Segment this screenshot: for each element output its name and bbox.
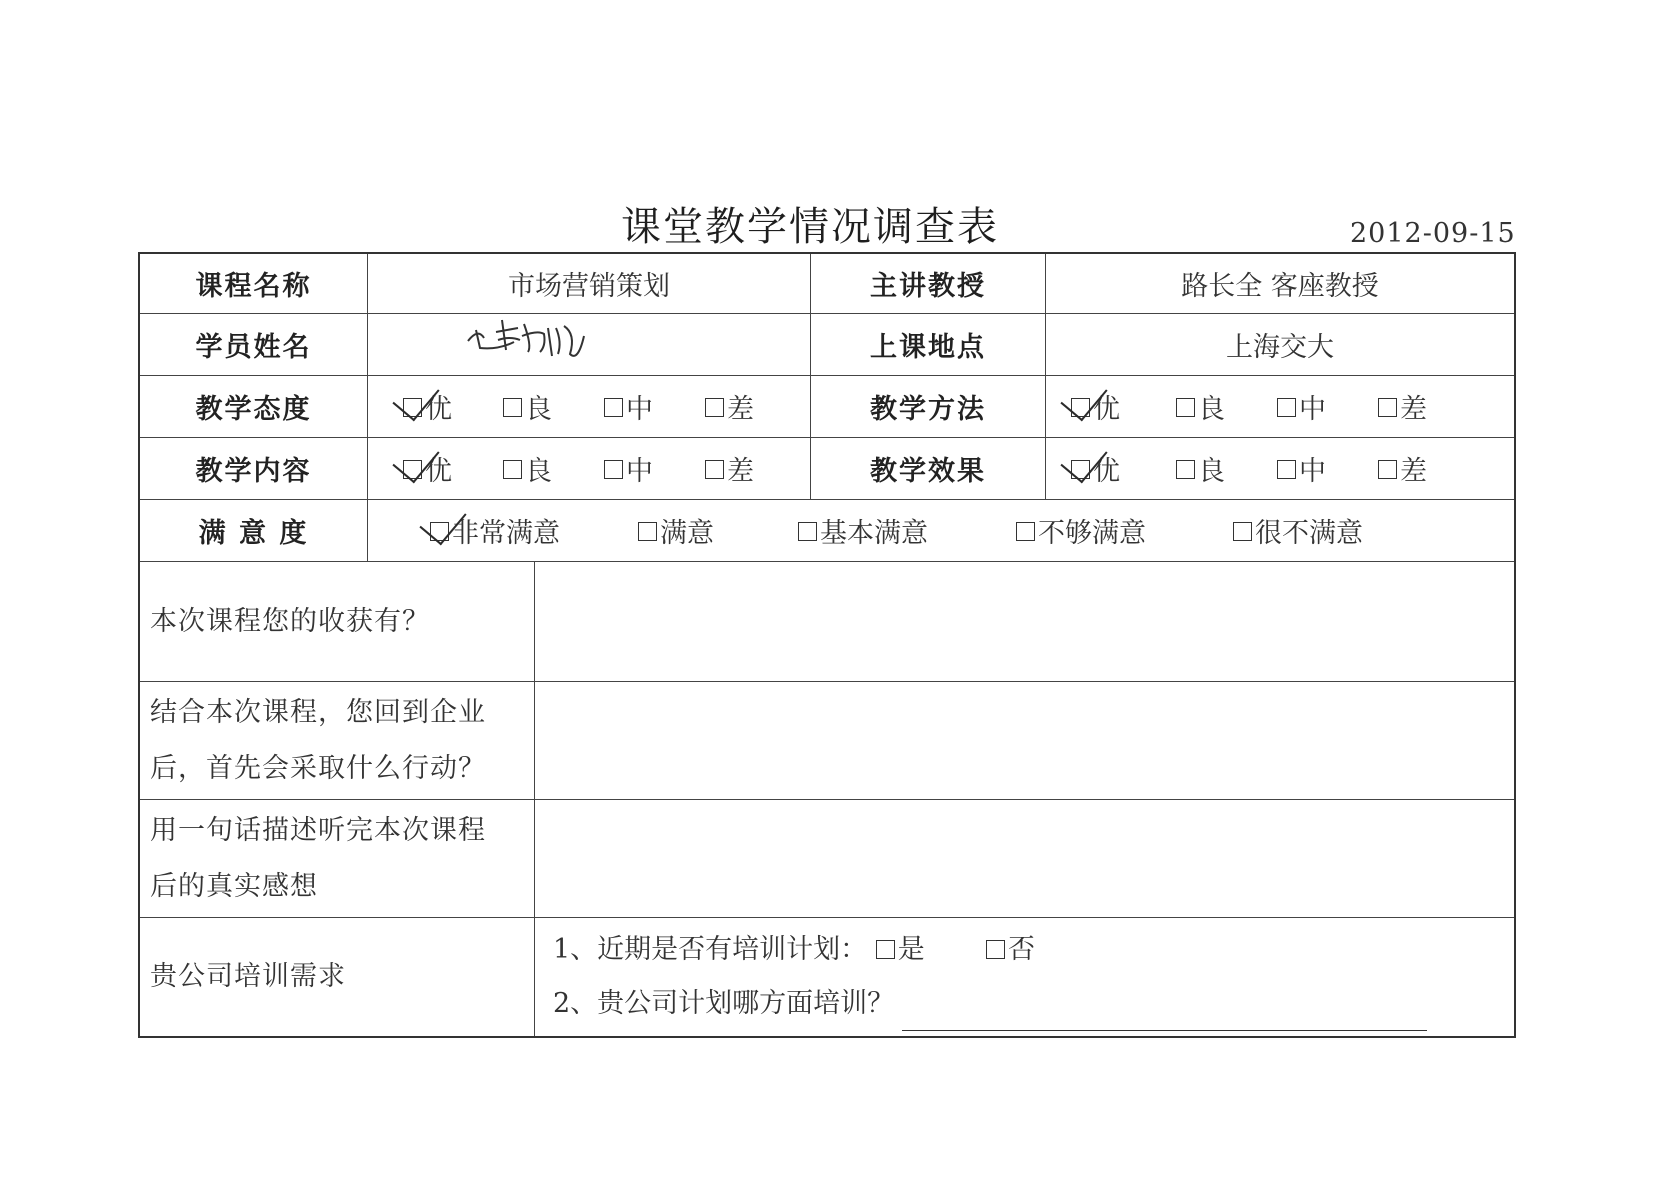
attitude-options (368, 376, 811, 437)
option-label: 否 (1007, 934, 1035, 965)
action-question-line1: 结合本次课程，您回到企业 (150, 696, 486, 728)
option-label: 是 (897, 934, 925, 965)
form-date: 2012-09-15 (1350, 218, 1516, 249)
content-row (140, 438, 1514, 500)
option-label: 中 (1299, 456, 1326, 487)
effect-option-good[interactable] (1176, 438, 1225, 499)
option-label: 差 (1400, 394, 1427, 425)
checkbox[interactable] (403, 398, 422, 417)
effect-option-poor[interactable] (1378, 438, 1427, 499)
option-label: 差 (727, 456, 754, 487)
satisfaction-option-basically-satisfied[interactable] (798, 500, 928, 561)
method-options (1046, 376, 1514, 437)
course-row (140, 254, 1514, 314)
satisfaction-row (140, 500, 1514, 562)
lecturer-label: 主讲教授 (811, 254, 1046, 313)
training-plan-question (535, 923, 1035, 977)
option-label: 中 (626, 456, 653, 487)
action-answer-field[interactable] (535, 682, 1514, 799)
form-title: 课堂教学情况调查表 (621, 204, 999, 250)
training-plan-no[interactable] (986, 934, 1035, 965)
content-label: 教学内容 (140, 438, 368, 499)
student-row (140, 314, 1514, 376)
option-label: 优 (1093, 394, 1120, 425)
action-question (140, 682, 535, 799)
course-name-label: 课程名称 (140, 254, 368, 313)
option-label: 中 (626, 394, 653, 425)
option-label: 差 (1400, 456, 1427, 487)
method-label: 教学方法 (811, 376, 1046, 437)
checkbox[interactable] (798, 522, 817, 541)
feeling-answer-field[interactable] (535, 800, 1514, 917)
option-label: 很不满意 (1255, 518, 1363, 549)
option-label: 非常满意 (452, 518, 560, 549)
training-questions (535, 918, 1514, 1036)
effect-label: 教学效果 (811, 438, 1046, 499)
checkbox[interactable] (1233, 522, 1252, 541)
content-option-good[interactable] (503, 438, 552, 499)
checkbox[interactable] (1277, 398, 1296, 417)
checkbox[interactable] (638, 522, 657, 541)
content-option-poor[interactable] (705, 438, 754, 499)
checkbox[interactable] (705, 398, 724, 417)
feeling-row (140, 800, 1514, 918)
option-label: 不够满意 (1038, 518, 1146, 549)
content-option-fair[interactable] (604, 438, 653, 499)
checkbox[interactable] (705, 460, 724, 479)
training-plan-text: 1、近期是否有培训计划： (553, 934, 868, 965)
gains-answer-field[interactable] (535, 562, 1514, 681)
student-name-field[interactable] (368, 314, 811, 375)
content-option-excellent[interactable] (403, 438, 452, 499)
feeling-question (140, 800, 535, 917)
location-label: 上课地点 (811, 314, 1046, 375)
option-label: 中 (1299, 394, 1326, 425)
checkbox[interactable] (1176, 460, 1195, 479)
checkbox[interactable] (503, 398, 522, 417)
checkbox[interactable] (403, 460, 422, 479)
checkbox[interactable] (1016, 522, 1035, 541)
attitude-option-fair[interactable] (604, 376, 653, 437)
satisfaction-option-very-unsatisfied[interactable] (1233, 500, 1363, 561)
location-value[interactable]: 上海交大 (1226, 332, 1334, 363)
option-label: 良 (525, 456, 552, 487)
attitude-option-good[interactable] (503, 376, 552, 437)
checkbox[interactable] (1071, 460, 1090, 479)
method-option-poor[interactable] (1378, 376, 1427, 437)
student-signature (458, 306, 598, 366)
training-plan-yes[interactable] (876, 934, 925, 965)
option-label: 良 (525, 394, 552, 425)
content-options (368, 438, 811, 499)
option-label: 优 (425, 394, 452, 425)
option-label: 差 (727, 394, 754, 425)
satisfaction-options (368, 500, 1514, 561)
course-name-value[interactable]: 市场营销策划 (368, 254, 811, 313)
method-option-good[interactable] (1176, 376, 1225, 437)
action-question-line2: 后，首先会采取什么行动？ (150, 752, 486, 784)
checkbox[interactable] (986, 940, 1005, 959)
satisfaction-option-satisfied[interactable] (638, 500, 714, 561)
option-label: 基本满意 (820, 518, 928, 549)
option-label: 优 (1093, 456, 1120, 487)
method-option-fair[interactable] (1277, 376, 1326, 437)
effect-options (1046, 438, 1514, 499)
training-label: 贵公司培训需求 (150, 961, 346, 992)
checkbox[interactable] (1378, 398, 1397, 417)
student-name-label: 学员姓名 (140, 314, 368, 375)
checkbox[interactable] (1277, 460, 1296, 479)
feeling-question-line1: 用一句话描述听完本次课程 (150, 814, 486, 846)
survey-table (138, 252, 1516, 1038)
training-row (140, 918, 1514, 1036)
attitude-row (140, 376, 1514, 438)
option-label: 良 (1198, 394, 1225, 425)
training-label-cell (140, 918, 535, 1036)
gains-question-text: 本次课程您的收获有？ (150, 605, 430, 637)
checkbox[interactable] (1378, 460, 1397, 479)
attitude-option-poor[interactable] (705, 376, 754, 437)
checkbox[interactable] (876, 940, 895, 959)
training-area-question (535, 977, 1427, 1031)
option-label: 满意 (660, 518, 714, 549)
effect-option-fair[interactable] (1277, 438, 1326, 499)
satisfaction-label: 满 意 度 (140, 500, 368, 561)
attitude-label: 教学态度 (140, 376, 368, 437)
method-option-excellent[interactable] (1071, 376, 1120, 437)
option-label: 优 (425, 456, 452, 487)
checkbox[interactable] (604, 398, 623, 417)
checkbox[interactable] (604, 460, 623, 479)
checkbox[interactable] (430, 522, 449, 541)
gains-row (140, 562, 1514, 682)
checkbox[interactable] (1071, 398, 1090, 417)
effect-option-excellent[interactable] (1071, 438, 1120, 499)
gains-question (140, 562, 535, 681)
feeling-question-line2: 后的真实感想 (150, 870, 318, 902)
training-area-text: 2、贵公司计划哪方面培训？ (553, 988, 895, 1019)
option-label: 良 (1198, 456, 1225, 487)
lecturer-value[interactable]: 路长全 客座教授 (1181, 271, 1379, 302)
checkbox[interactable] (503, 460, 522, 479)
action-row (140, 682, 1514, 800)
checkbox[interactable] (1176, 398, 1195, 417)
satisfaction-option-very-satisfied[interactable] (430, 500, 560, 561)
satisfaction-option-not-satisfied[interactable] (1016, 500, 1146, 561)
training-area-answer-line[interactable] (902, 1004, 1427, 1031)
attitude-option-excellent[interactable] (403, 376, 452, 437)
